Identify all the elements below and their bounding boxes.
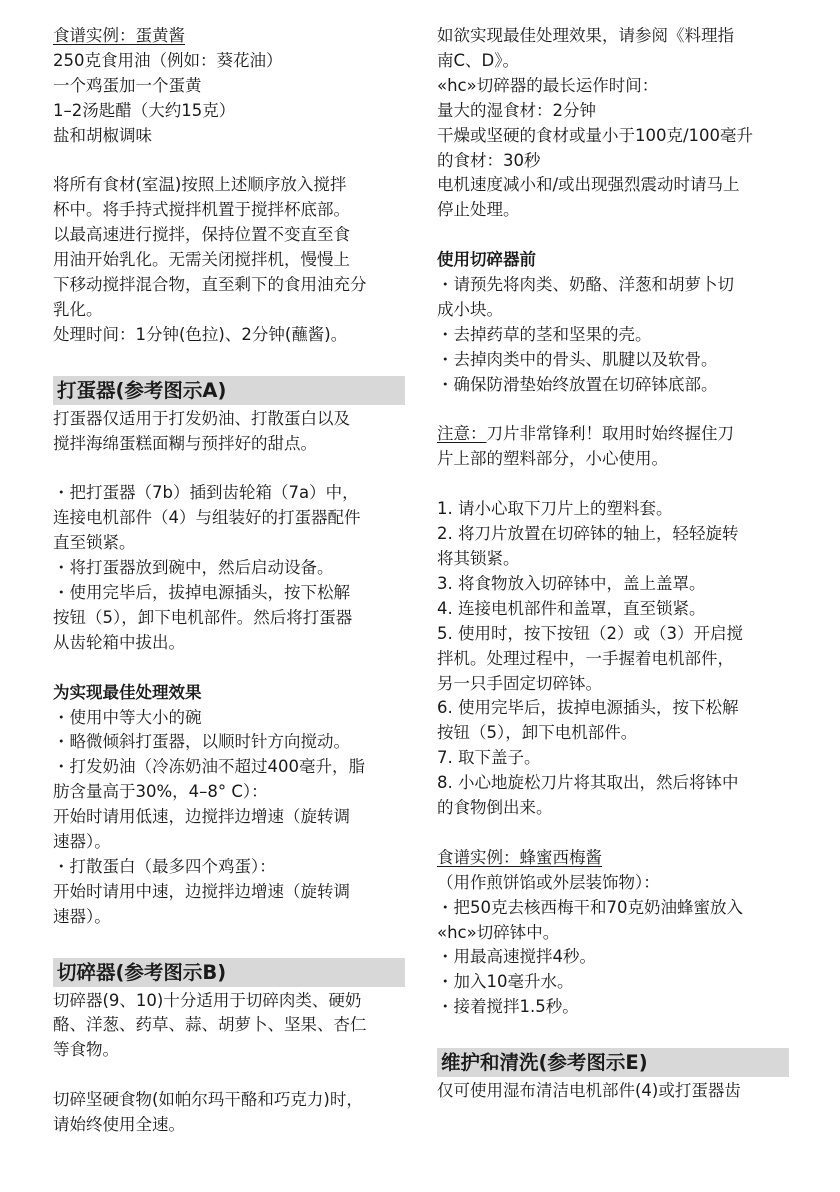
left-column	[53, 24, 405, 1138]
text-line: 将所有食材(室温)按照上述顺序放入搅拌	[53, 175, 347, 195]
text-line: ・把打蛋器（7b）插到齿轮箱（7a）中，	[53, 483, 359, 503]
text-line: 乳化。	[53, 299, 103, 319]
text-line: 等食物。	[53, 1040, 119, 1060]
text-line: «hc»切碎钵中。	[437, 922, 560, 942]
text-line: 按钮（5），卸下电机部件。然后将打蛋器	[53, 607, 353, 627]
text-line: 请始终使用全速。	[53, 1115, 185, 1135]
blank-line	[53, 656, 405, 681]
text-line: ・去掉药草的茎和坚果的壳。	[437, 324, 652, 344]
blank-line	[437, 1020, 789, 1045]
blank-line	[53, 1063, 405, 1088]
text-line: 切碎坚硬食物(如帕尔玛干酪和巧克力)时，	[53, 1090, 363, 1110]
text-line: 用油开始乳化。无需关闭搅拌机，慢慢上	[53, 250, 350, 270]
text-line: ・去掉肉类中的骨头、肌腱以及软骨。	[437, 349, 718, 369]
text-line: ・打散蛋白（最多四个鸡蛋）：	[53, 856, 276, 876]
text-line: 5. 使用时，按下按钮（2）或（3）开启搅	[437, 623, 743, 643]
right-column	[437, 24, 789, 1104]
text-line: 直至锁紧。	[53, 533, 136, 553]
text-line: 2. 将刀片放置在切碎钵的轴上，轻轻旋转	[437, 524, 739, 544]
blank-line	[53, 149, 405, 174]
text-line: 干燥或坚硬的食材或量小于100克/100毫升	[437, 125, 754, 145]
text-line: 肪含量高于30%，4–8° C）：	[53, 782, 268, 802]
text-line: ・加入10毫升水。	[437, 972, 574, 992]
text-line: 量大的湿食材：2分钟	[437, 100, 596, 120]
recipe-title: 食谱实例：蛋黄酱	[53, 26, 185, 45]
blank-line	[437, 223, 789, 248]
text-line: 的食材：30秒	[437, 150, 541, 170]
text-line: ・使用完毕后，拔掉电源插头，按下松解	[53, 582, 350, 602]
text-line: 停止处理。	[437, 200, 520, 220]
blank-line	[53, 456, 405, 481]
text-line: 打蛋器仅适用于打发奶油、打散蛋白以及	[53, 408, 350, 428]
text-line: 处理时间：1分钟(色拉)、2分钟(蘸酱)。	[53, 324, 348, 344]
blank-line	[437, 472, 789, 497]
text-line: 6. 使用完毕后，拔掉电源插头，按下松解	[437, 698, 739, 718]
subheading: 使用切碎器前	[437, 250, 536, 270]
text-line: ・使用中等大小的碗	[53, 707, 202, 727]
text-line: 按钮（5），卸下电机部件。	[437, 723, 638, 743]
text-line: 250克食用油（例如：葵花油）	[53, 50, 283, 70]
section-heading: 打蛋器(参考图示A)	[53, 376, 405, 405]
text-line: 连接电机部件（4）与组装好的打蛋器配件	[53, 508, 361, 528]
blank-line	[53, 348, 405, 373]
text-line: 酪、洋葱、药草、蒜、胡萝卜、坚果、杏仁	[53, 1015, 367, 1035]
text-line: «hc»切碎器的最长运作时间：	[437, 75, 659, 95]
blank-line	[437, 821, 789, 846]
note-text: 刀片非常锋利！取用时始终握住刀	[486, 424, 734, 444]
text-line: ・把50克去核西梅干和70克奶油蜂蜜放入	[437, 897, 743, 917]
text-line: 另一只手固定切碎钵。	[437, 673, 602, 693]
text-line: （用作煎饼馅或外层装饰物）：	[437, 872, 660, 892]
text-line: 的食物倒出来。	[437, 798, 553, 818]
text-line: 速器）。	[53, 832, 111, 852]
text-line: 将其锁紧。	[437, 548, 520, 568]
text-line: 7. 取下盖子。	[437, 748, 541, 768]
blank-line	[53, 930, 405, 955]
section-heading: 维护和清洗(参考图示E)	[437, 1048, 789, 1077]
recipe-title: 食谱实例：蜂蜜西梅酱	[437, 847, 602, 867]
blank-line	[437, 398, 789, 423]
text-line: 3. 将食物放入切碎钵中，盖上盖罩。	[437, 573, 706, 593]
text-line: 片上部的塑料部分，小心使用。	[437, 449, 668, 469]
text-line: 仅可使用湿布清洁电机部件(4)或打蛋器齿	[437, 1081, 741, 1101]
section-heading: 切碎器(参考图示B)	[53, 958, 405, 987]
text-line: 速器）。	[53, 906, 111, 926]
text-line: 盐和胡椒调味	[53, 125, 152, 145]
text-line: ・略微倾斜打蛋器，以顺时针方向搅动。	[53, 732, 350, 752]
text-line: 下移动搅拌混合物，直至剩下的食用油充分	[53, 275, 367, 295]
text-line: 杯中。将手持式搅拌机置于搅拌杯底部。	[53, 200, 350, 220]
text-line: ・用最高速搅拌4秒。	[437, 947, 596, 967]
text-line: 以最高速进行搅拌，保持位置不变直至食	[53, 225, 350, 245]
text-line: 从齿轮箱中拔出。	[53, 632, 185, 652]
text-line: 8. 小心地旋松刀片将其取出，然后将钵中	[437, 773, 739, 793]
text-line: 开始时请用中速，边搅拌边增速（旋转调	[53, 881, 350, 901]
note-line	[437, 422, 789, 447]
text-line: ・确保防滑垫始终放置在切碎钵底部。	[437, 374, 718, 394]
recipe-title-line	[437, 846, 789, 871]
text-line: 开始时请用低速，边搅拌边增速（旋转调	[53, 807, 350, 827]
text-line: 1. 请小心取下刀片上的塑料套。	[437, 499, 673, 519]
text-line: 南C、D》。	[437, 50, 519, 70]
subheading: 为实现最佳处理效果	[53, 682, 202, 702]
note-label: 注意：	[437, 424, 487, 444]
text-line: ・打发奶油（冷冻奶油不超过400毫升，脂	[53, 757, 365, 777]
text-line: 如欲实现最佳处理效果，请参阅《料理指	[437, 26, 734, 45]
text-line: 拌机。处理过程中，一手握着电机部件，	[437, 648, 734, 668]
text-line: 搅拌海绵蛋糕面糊与预拌好的甜点。	[53, 433, 317, 453]
text-line: 电机速度减小和/或出现强烈震动时请马上	[437, 175, 740, 195]
recipe-title-line	[53, 24, 405, 49]
text-line: 一个鸡蛋加一个蛋黄	[53, 75, 202, 95]
text-line: ・将打蛋器放到碗中，然后启动设备。	[53, 558, 334, 578]
text-line: 成小块。	[437, 299, 503, 319]
text-line: 切碎器(9、10)十分适用于切碎肉类、硬奶	[53, 990, 362, 1010]
text-line: 1–2汤匙醋（大约15克）	[53, 100, 236, 120]
text-line: 4. 连接电机部件和盖罩，直至锁紧。	[437, 598, 706, 618]
text-line: ・请预先将肉类、奶酪、洋葱和胡萝卜切	[437, 275, 734, 295]
text-line: ・接着搅拌1.5秒。	[437, 997, 579, 1017]
